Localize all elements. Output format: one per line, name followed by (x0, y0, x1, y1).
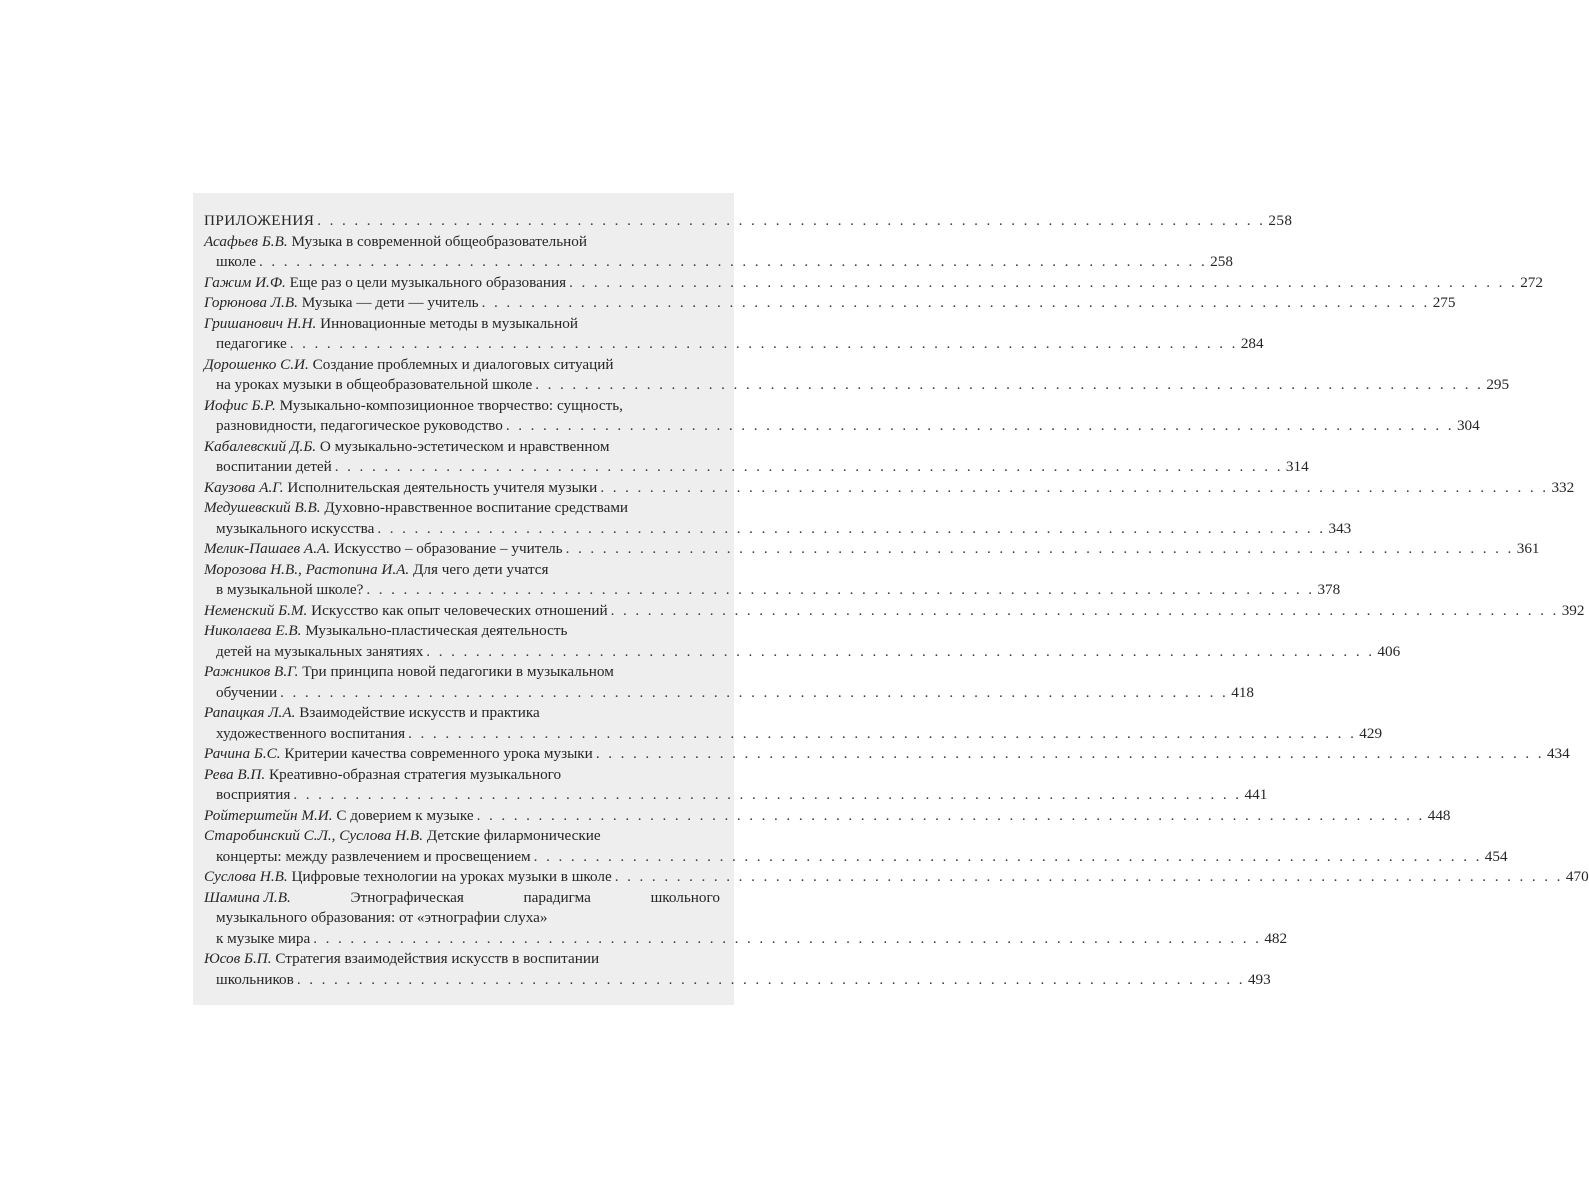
toc-entry (204, 806, 1451, 827)
page-number: 429 (1359, 724, 1383, 742)
toc-entry (204, 826, 1508, 867)
toc-entry (204, 949, 1271, 990)
toc-entry (204, 621, 1401, 662)
entry-author: Дорошенко С.И. (204, 355, 309, 373)
entry-title-cont: к музыке мира (216, 929, 311, 947)
leader-dots (297, 970, 1245, 991)
entry-title: Исполнительская деятельность учителя музыки (287, 478, 598, 496)
leader-dots (426, 642, 1374, 663)
entry-title-word: парадигма (523, 888, 591, 906)
leader-dots (482, 293, 1430, 314)
entry-title-cont: детей на музыкальных занятиях (216, 642, 424, 660)
entry-author: Гажим И.Ф. (204, 273, 286, 291)
page-number: 493 (1247, 970, 1271, 988)
entry-title: Создание проблемных и диалоговых ситуаций (312, 355, 614, 373)
entry-title: Стратегия взаимодействия искусств в воспитании (275, 950, 600, 967)
toc-entry (204, 498, 1352, 539)
leader-dots (611, 601, 1559, 622)
leader-dots (280, 683, 1228, 704)
leader-dots (335, 457, 1283, 478)
leader-dots (293, 785, 1241, 806)
entry-author: Медушевский В.В. (204, 499, 321, 516)
entry-title-cont: обучении (216, 683, 278, 701)
page-number: 275 (1432, 294, 1456, 311)
leader-dots (366, 580, 1314, 601)
page-number: 258 (1268, 212, 1293, 229)
toc-heading-entry (204, 211, 1293, 232)
entry-title: Музыкально-пластическая деятельность (305, 622, 568, 639)
entry-author: Рапацкая Л.А. (204, 704, 296, 721)
entry-title: С доверием к музыке (336, 806, 474, 824)
leader-dots (600, 478, 1548, 499)
leader-dots (534, 847, 1482, 868)
page-number: 441 (1244, 786, 1268, 803)
entry-title-cont: школе (216, 253, 257, 270)
entry-title: Взаимодействие искусств и практика (299, 704, 540, 721)
toc-entry (204, 232, 1233, 273)
entry-author: Суслова Н.В. (204, 868, 288, 885)
toc-entry (204, 744, 1570, 765)
entry-author: Горюнова Л.В. (204, 294, 298, 311)
page-number: 418 (1231, 683, 1255, 701)
leader-dots (313, 929, 1261, 950)
entry-title: Креативно-образная стратегия музыкального (268, 765, 562, 783)
entry-title: Детские филармонические (426, 827, 601, 844)
page-number: 361 (1516, 540, 1540, 557)
entry-author: Ражников В.Г. (204, 663, 299, 680)
toc-entry (204, 437, 1309, 478)
page-number: 284 (1240, 335, 1264, 352)
entry-title-word: Этнографическая (350, 888, 464, 906)
entry-title-cont: воспитании детей (216, 458, 332, 475)
entry-title: Цифровые технологии на уроках музыки в школе (291, 868, 612, 885)
page-number: 343 (1328, 519, 1352, 537)
leader-dots (615, 867, 1563, 888)
toc-heading: ПРИЛОЖЕНИЯ (204, 212, 315, 229)
entry-title-cont: школьников (216, 970, 294, 988)
leader-dots (317, 211, 1265, 232)
toc-entry (204, 293, 1456, 314)
leader-dots (290, 334, 1238, 355)
entry-title-cont: восприятия (216, 786, 291, 803)
toc-entry (204, 560, 1341, 601)
toc-entry (204, 867, 1589, 888)
toc-entry (204, 703, 1383, 744)
entry-author: Каузова А.Г. (204, 478, 284, 496)
entry-title-cont: художественного воспитания (216, 724, 406, 742)
entry-title-cont: в музыкальной школе? (216, 581, 364, 598)
toc-entry (204, 539, 1540, 560)
toc-entry (204, 662, 1255, 703)
table-of-contents (204, 211, 1589, 990)
entry-author: Кабалевский Д.Б. (204, 437, 317, 455)
entry-author: Юсов Б.П. (204, 950, 272, 967)
entry-title: О музыкально-эстетическом и нравственном (319, 437, 610, 455)
leader-dots (596, 744, 1544, 765)
entry-title: Музыка — дети — учитель (301, 294, 479, 311)
entry-author: Рачина Б.С. (204, 745, 281, 762)
page-number: 470 (1565, 868, 1589, 885)
page-number: 332 (1551, 478, 1575, 496)
page-number: 482 (1264, 929, 1288, 947)
leader-dots (408, 724, 1356, 745)
entry-title: Музыка в современной общеобразовательной (291, 232, 587, 250)
entry-title-cont: на уроках музыки в общеобразовательной школе (216, 376, 533, 393)
page-number: 392 (1561, 601, 1585, 619)
page-number: 295 (1486, 376, 1510, 393)
page-number: 434 (1546, 745, 1570, 762)
entry-title-cont: педагогике (216, 335, 287, 352)
toc-entry (204, 314, 1264, 355)
page-number: 454 (1484, 847, 1508, 865)
entry-title: Еще раз о цели музыкального образования (289, 273, 567, 291)
entry-title: Критерии качества современного урока музыки (284, 745, 593, 762)
entry-author: Старобинский С.Л., Суслова Н.В. (204, 827, 424, 844)
toc-entry (204, 355, 1510, 396)
entry-author: Рева В.П. (204, 765, 266, 783)
leader-dots (535, 375, 1483, 396)
toc-entry (204, 765, 1268, 806)
toc-entry (204, 396, 1480, 437)
page-number: 304 (1456, 417, 1480, 434)
entry-title: Искусство как опыт человеческих отношений (311, 601, 608, 619)
entry-title: Музыкально-композиционное творчество: сущность, (279, 396, 623, 414)
entry-author: Иофис Б.Р. (204, 396, 276, 414)
page-number: 314 (1285, 458, 1309, 475)
leader-dots (569, 273, 1517, 294)
entry-author: Неменский Б.М. (204, 601, 308, 619)
leader-dots (259, 252, 1207, 273)
page-number: 378 (1317, 581, 1341, 598)
entry-author: Шамина Л.В. (204, 888, 291, 906)
toc-entry (204, 888, 1288, 950)
entry-title-cont: концерты: между развлечением и просвещением (216, 847, 531, 865)
entry-title-cont: разновидности, педагогическое руководство (216, 417, 503, 434)
entry-title-cont: музыкального искусства (216, 519, 375, 537)
toc-entry (204, 273, 1543, 294)
entry-title: Искусство – образование – учитель (333, 540, 563, 557)
leader-dots (506, 416, 1454, 437)
entry-author: Гришанович Н.Н. (204, 314, 317, 332)
page-number: 272 (1520, 273, 1543, 291)
entry-author: Морозова Н.В., Растопина И.А. (204, 560, 410, 578)
entry-author: Мелик-Пашаев А.А. (204, 540, 331, 557)
leader-dots (377, 519, 1325, 540)
toc-entry (204, 478, 1575, 499)
entry-title: Духовно-нравственное воспитание средствами (324, 499, 629, 516)
leader-dots (566, 539, 1514, 560)
entry-author: Асафьев Б.В. (204, 232, 288, 250)
entry-title: Три принципа новой педагогики в музыкальном (302, 663, 614, 680)
entry-title: Инновационные методы в музыкальной (320, 314, 578, 332)
toc-entry (204, 601, 1585, 622)
page-number: 406 (1377, 642, 1401, 660)
leader-dots (477, 806, 1425, 827)
page-number: 258 (1210, 253, 1233, 270)
entry-author: Николаева Е.В. (204, 622, 302, 639)
entry-author: Ройтерштейн М.И. (204, 806, 333, 824)
entry-title-word: школьного (650, 888, 720, 906)
page-number: 448 (1427, 806, 1451, 824)
entry-title: Для чего дети учатся (413, 560, 549, 578)
entry-title-line: музыкального образования: от «этнографии слуха» (216, 909, 548, 926)
